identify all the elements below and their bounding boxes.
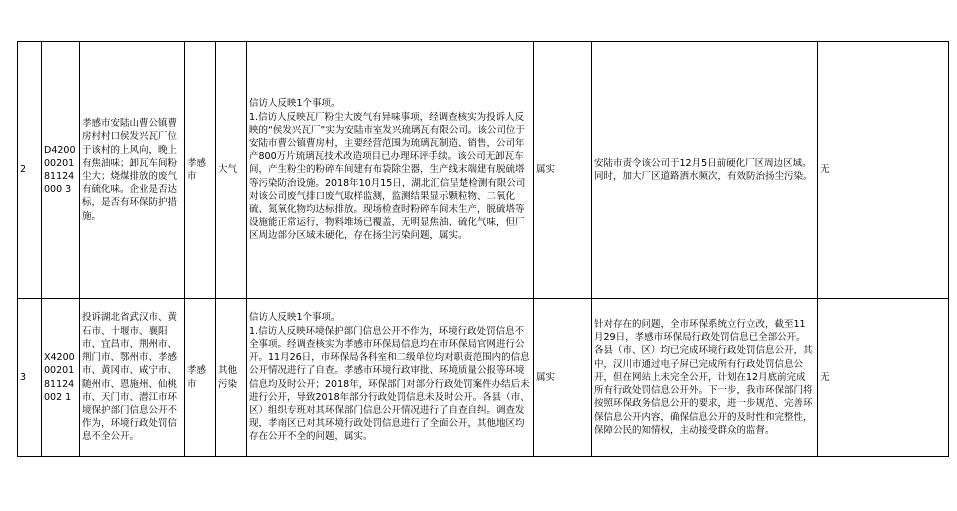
investigation-findings [247, 299, 534, 457]
findings-line: 信访人反映1个事项。 [249, 98, 341, 110]
findings-line: 1.信访人反映环境保护部门信息公开不作为，环境行政处罚信息不全事项。经调查核实为孝感市环保局信息均在市环保局官网进行公开。11月26日，市环保局各科室和二级单位均对职责范围内的信息公开情况进行了自查。孝感市环境行政审批、环境质量公报等环境信息均及时公开；2018年，环保部门对部分行政处罚案件办结后未进行公开，导致2018年部分行政处罚信息未及时公开。各县（市、区）组织专班对其环保部门信息公开情况进行了自查自纠。调查发现，孝南区已对其环境行政处罚信息进行了全面公开，其他地区均存在公开不全的问题，属实。 [249, 325, 530, 443]
complaint-content: 投诉湖北省武汉市、黄石市、十堰市、襄阳市、宜昌市、荆州市、荆门市、鄂州市、孝感市、黄冈市、咸宁市、随州市、恩施州、仙桃市、天门市、潜江市环境保护部门信息公开不作为，环境行政处罚信息不全公开。 [80, 299, 185, 457]
row-index: 2 [18, 42, 42, 299]
verdict-cell: 属实 [534, 299, 592, 457]
complaint-table [17, 41, 949, 457]
handling-measures: 针对存在的问题，全市环保系统立行立改，截至11月29日，孝感市环保局行政处罚信息已全部公开。各县（市、区）均已完成环境行政处罚信息公开，其中，汉川市通过电子屏已完成所有行政处罚信息公开，但在网站上未完全公开，计划在12月底前完成所有行政处罚信息公开外。下一步，我市环保部门将按照环保政务信息公开的要求，进一步规范、完善环保信息公开内容，确保信息公开的及时性和完整性，保障公民的知情权，主动接受群众的监督。 [592, 299, 818, 457]
row-index: 3 [18, 299, 42, 457]
table-row [18, 299, 949, 457]
investigation-findings [247, 42, 534, 299]
handling-measures: 安陆市责令该公司于12月5日前硬化厂区周边区域。同时，加大厂区道路洒水频次，有效防治扬尘污染。 [592, 42, 818, 299]
findings-line: 信访人反映1个事项。 [249, 312, 341, 324]
complaint-content: 孝感市安陆山曹公镇曹房村村口侯发兴瓦厂位于该村的上风向，晚上有焦油味；卸瓦车间粉尘大；烧煤排放的废气有硫化味。企业是否达标，是否有环保防护措施。 [80, 42, 185, 299]
city-cell: 孝感市 [185, 299, 216, 457]
findings-line: 1.信访人反映瓦厂粉尘大废气有异味事项，经调查核实为投诉人反映的“侯发兴瓦厂”实为安陆市室发兴琉璃瓦有限公司。该公司位于安陆市曹公镇曹房村，主要经营范围为琉璃瓦制造、销售，公司年产800万片琉璃瓦技术改造项目已办理环评手续。该公司无卸瓦车间，产生粉尘的粉碎车间建有布袋除尘器，生产线末端建有脱硫塔等污染防治设施。2018年10月15日，湖北汇信呈楚检测有限公司对该公司废气排口废气取样监测，监测结果显示颗粒物、二氧化硫、氮氧化物均达标排放。现场检查时粉碎车间未生产，脱硫塔等设施能正常运行，物料堆场已覆盖，无明显焦油、硫化气味，但厂区周边部分区域未硬化，存在扬尘污染问题，属实。 [249, 111, 526, 242]
verdict-cell: 属实 [534, 42, 592, 299]
notes-cell: 无 [818, 42, 949, 299]
table-row [18, 42, 949, 299]
pollution-category: 大气 [216, 42, 247, 299]
city-cell: 孝感市 [185, 42, 216, 299]
pollution-category: 其他污染 [216, 299, 247, 457]
case-code: X42000020181124002 1 [42, 299, 80, 457]
notes-cell: 无 [818, 299, 949, 457]
case-code: D42000020181124000 3 [42, 42, 80, 299]
